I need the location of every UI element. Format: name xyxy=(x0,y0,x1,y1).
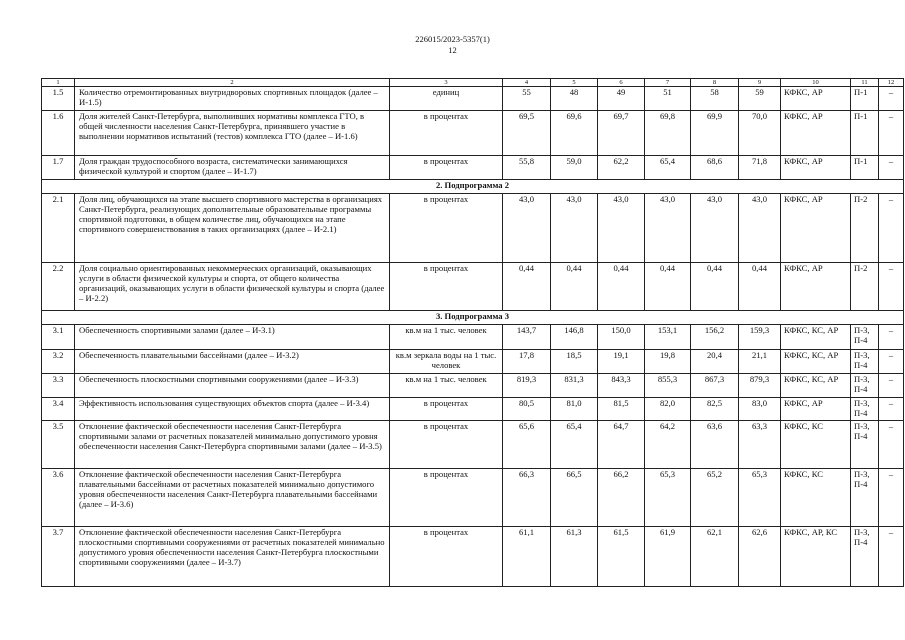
year-value: 146,8 xyxy=(551,325,598,350)
unit-of-measure: в процентах xyxy=(390,398,503,421)
year-value: 81,5 xyxy=(598,398,645,421)
year-value: 48 xyxy=(551,87,598,111)
year-value: 18,5 xyxy=(551,350,598,374)
year-value: 65,2 xyxy=(691,469,739,527)
column-number: 12 xyxy=(879,79,904,87)
unit-of-measure: в процентах xyxy=(390,111,503,156)
year-value: 51 xyxy=(645,87,691,111)
year-value: 61,5 xyxy=(598,527,645,587)
year-value: 65,3 xyxy=(645,469,691,527)
indicator-description: Обеспеченность плавательными бассейнами (далее – И-3.2) xyxy=(75,350,390,374)
subprogram-heading-row xyxy=(42,311,904,325)
year-value: 69,5 xyxy=(503,111,551,156)
year-value: 58 xyxy=(691,87,739,111)
year-value: 65,4 xyxy=(645,156,691,180)
year-value: 64,7 xyxy=(598,421,645,469)
subprogram-heading: 3. Подпрограмма 3 xyxy=(42,311,904,325)
table-row xyxy=(42,87,904,111)
subprogram-code: П-3, П-4 xyxy=(851,527,879,587)
unit-of-measure: в процентах xyxy=(390,156,503,180)
subprogram-heading-row xyxy=(42,180,904,194)
indicator-description: Отклонение фактической обеспеченности населения Санкт-Петербурга плавательными бассейнами от расчетных показателей минимально допустимого уровня обеспеченности населения Санкт-Петербурга плавательными бассейнами (далее – И-3.6) xyxy=(75,469,390,527)
column-number: 4 xyxy=(503,79,551,87)
indicator-number: 3.3 xyxy=(42,374,75,398)
year-value: 82,5 xyxy=(691,398,739,421)
year-value: 0,44 xyxy=(739,263,781,311)
indicator-number: 1.7 xyxy=(42,156,75,180)
table-row xyxy=(42,398,904,421)
year-value: 62,2 xyxy=(598,156,645,180)
year-value: 156,2 xyxy=(691,325,739,350)
year-value: 61,1 xyxy=(503,527,551,587)
year-value: 66,2 xyxy=(598,469,645,527)
year-value: 69,7 xyxy=(598,111,645,156)
extra-mark: – xyxy=(879,156,904,180)
table-row xyxy=(42,527,904,587)
unit-of-measure: в процентах xyxy=(390,194,503,263)
year-value: 43,0 xyxy=(691,194,739,263)
responsible-executor: КФКС, КС, АР xyxy=(781,325,851,350)
extra-mark: – xyxy=(879,527,904,587)
year-value: 62,1 xyxy=(691,527,739,587)
column-number: 9 xyxy=(739,79,781,87)
responsible-executor: КФКС, АР, КС xyxy=(781,527,851,587)
indicators-table xyxy=(41,78,904,587)
year-value: 68,6 xyxy=(691,156,739,180)
extra-mark: – xyxy=(879,263,904,311)
year-value: 63,6 xyxy=(691,421,739,469)
unit-of-measure: единиц xyxy=(390,87,503,111)
column-number: 8 xyxy=(691,79,739,87)
year-value: 843,3 xyxy=(598,374,645,398)
column-number: 7 xyxy=(645,79,691,87)
indicator-description: Количество отремонтированных внутридворовых спортивных площадок (далее – И-1.5) xyxy=(75,87,390,111)
column-number: 5 xyxy=(551,79,598,87)
year-value: 62,6 xyxy=(739,527,781,587)
subprogram-code: П-3, П-4 xyxy=(851,325,879,350)
year-value: 80,5 xyxy=(503,398,551,421)
year-value: 59 xyxy=(739,87,781,111)
indicator-number: 2.1 xyxy=(42,194,75,263)
year-value: 855,3 xyxy=(645,374,691,398)
indicator-number: 3.2 xyxy=(42,350,75,374)
table-row xyxy=(42,194,904,263)
extra-mark: – xyxy=(879,374,904,398)
year-value: 150,0 xyxy=(598,325,645,350)
unit-of-measure: в процентах xyxy=(390,421,503,469)
year-value: 43,0 xyxy=(645,194,691,263)
year-value: 43,0 xyxy=(503,194,551,263)
year-value: 49 xyxy=(598,87,645,111)
subprogram-heading: 2. Подпрограмма 2 xyxy=(42,180,904,194)
year-value: 65,6 xyxy=(503,421,551,469)
indicator-description: Отклонение фактической обеспеченности населения Санкт-Петербурга плоскостными спортивными сооружениями от расчетных показателей минимально допустимого уровня обеспеченности населения Санкт-Петербурга плоскостными спортивными сооружениями (далее – И-3.7) xyxy=(75,527,390,587)
table-row xyxy=(42,111,904,156)
year-value: 43,0 xyxy=(739,194,781,263)
unit-of-measure: в процентах xyxy=(390,263,503,311)
indicator-description: Доля граждан трудоспособного возраста, систематически занимающихся физической культурой и спортом (далее – И-1.7) xyxy=(75,156,390,180)
year-value: 63,3 xyxy=(739,421,781,469)
unit-of-measure: в процентах xyxy=(390,469,503,527)
year-value: 69,6 xyxy=(551,111,598,156)
year-value: 59,0 xyxy=(551,156,598,180)
year-value: 19,1 xyxy=(598,350,645,374)
indicator-description: Доля лиц, обучающихся на этапе высшего спортивного мастерства в организациях Санкт-Петербурга, реализующих дополнительные образовательные программы спортивной подготовки, в общем количестве лиц, обучающихся на этапе спортивного совершенствования в таких организациях (далее – И-2.1) xyxy=(75,194,390,263)
responsible-executor: КФКС, АР xyxy=(781,111,851,156)
table-row xyxy=(42,325,904,350)
responsible-executor: КФКС, КС xyxy=(781,421,851,469)
year-value: 83,0 xyxy=(739,398,781,421)
year-value: 879,3 xyxy=(739,374,781,398)
subprogram-code: П-1 xyxy=(851,87,879,111)
year-value: 143,7 xyxy=(503,325,551,350)
extra-mark: – xyxy=(879,87,904,111)
year-value: 43,0 xyxy=(551,194,598,263)
year-value: 819,3 xyxy=(503,374,551,398)
table-row xyxy=(42,263,904,311)
column-number: 11 xyxy=(851,79,879,87)
subprogram-code: П-3, П-4 xyxy=(851,398,879,421)
indicator-description: Доля жителей Санкт-Петербурга, выполнивших нормативы комплекса ГТО, в общей численности населения Санкт-Петербурга, принявшего участие в выполнении нормативов испытаний (тестов) комплекса ГТО (далее – И-1.6) xyxy=(75,111,390,156)
year-value: 61,9 xyxy=(645,527,691,587)
table-row xyxy=(42,374,904,398)
table-row xyxy=(42,421,904,469)
year-value: 81,0 xyxy=(551,398,598,421)
subprogram-code: П-3, П-4 xyxy=(851,469,879,527)
table-row xyxy=(42,350,904,374)
year-value: 82,0 xyxy=(645,398,691,421)
column-number: 3 xyxy=(390,79,503,87)
extra-mark: – xyxy=(879,111,904,156)
indicator-description: Отклонение фактической обеспеченности населения Санкт-Петербурга спортивными залами от расчетных показателей минимально допустимого уровня обеспеченности населения Санкт-Петербурга спортивными залами (далее – И-3.5) xyxy=(75,421,390,469)
indicator-number: 2.2 xyxy=(42,263,75,311)
year-value: 71,8 xyxy=(739,156,781,180)
responsible-executor: КФКС, КС, АР xyxy=(781,350,851,374)
year-value: 21,1 xyxy=(739,350,781,374)
indicator-description: Доля социально ориентированных некоммерческих организаций, оказывающих услуги в области физической культуры и спорта, от общего количества организаций, оказывающих услуги в области физической культуры и спорта (далее – И-2.2) xyxy=(75,263,390,311)
year-value: 867,3 xyxy=(691,374,739,398)
page-header xyxy=(0,34,905,56)
extra-mark: – xyxy=(879,398,904,421)
year-value: 61,3 xyxy=(551,527,598,587)
table-row xyxy=(42,156,904,180)
extra-mark: – xyxy=(879,469,904,527)
indicator-number: 3.6 xyxy=(42,469,75,527)
year-value: 69,9 xyxy=(691,111,739,156)
extra-mark: – xyxy=(879,325,904,350)
year-value: 0,44 xyxy=(551,263,598,311)
year-value: 0,44 xyxy=(645,263,691,311)
year-value: 0,44 xyxy=(691,263,739,311)
subprogram-code: П-1 xyxy=(851,111,879,156)
year-value: 19,8 xyxy=(645,350,691,374)
subprogram-code: П-3, П-4 xyxy=(851,350,879,374)
year-value: 831,3 xyxy=(551,374,598,398)
extra-mark: – xyxy=(879,194,904,263)
subprogram-code: П-2 xyxy=(851,194,879,263)
subprogram-code: П-3, П-4 xyxy=(851,374,879,398)
responsible-executor: КФКС, КС, АР xyxy=(781,374,851,398)
indicator-number: 3.7 xyxy=(42,527,75,587)
year-value: 65,3 xyxy=(739,469,781,527)
unit-of-measure: кв.м на 1 тыс. человек xyxy=(390,374,503,398)
year-value: 69,8 xyxy=(645,111,691,156)
indicator-description: Обеспеченность плоскостными спортивными сооружениями (далее – И-3.3) xyxy=(75,374,390,398)
indicator-number: 1.5 xyxy=(42,87,75,111)
year-value: 64,2 xyxy=(645,421,691,469)
year-value: 55,8 xyxy=(503,156,551,180)
responsible-executor: КФКС, АР xyxy=(781,398,851,421)
document-number: 226015/2023-5357(1) xyxy=(415,34,490,44)
indicator-number: 3.5 xyxy=(42,421,75,469)
indicator-number: 3.1 xyxy=(42,325,75,350)
indicator-number: 3.4 xyxy=(42,398,75,421)
column-number: 2 xyxy=(75,79,390,87)
indicator-number: 1.6 xyxy=(42,111,75,156)
year-value: 0,44 xyxy=(503,263,551,311)
column-number: 6 xyxy=(598,79,645,87)
indicator-description: Эффективность использования существующих объектов спорта (далее – И-3.4) xyxy=(75,398,390,421)
year-value: 20,4 xyxy=(691,350,739,374)
subprogram-code: П-1 xyxy=(851,156,879,180)
responsible-executor: КФКС, АР xyxy=(781,263,851,311)
column-number: 1 xyxy=(42,79,75,87)
year-value: 55 xyxy=(503,87,551,111)
unit-of-measure: кв.м зеркала воды на 1 тыс. человек xyxy=(390,350,503,374)
unit-of-measure: в процентах xyxy=(390,527,503,587)
responsible-executor: КФКС, АР xyxy=(781,156,851,180)
year-value: 153,1 xyxy=(645,325,691,350)
year-value: 159,3 xyxy=(739,325,781,350)
year-value: 43,0 xyxy=(598,194,645,263)
extra-mark: – xyxy=(879,421,904,469)
responsible-executor: КФКС, АР xyxy=(781,194,851,263)
table-row xyxy=(42,469,904,527)
year-value: 66,5 xyxy=(551,469,598,527)
responsible-executor: КФКС, КС xyxy=(781,469,851,527)
year-value: 65,4 xyxy=(551,421,598,469)
indicator-description: Обеспеченность спортивными залами (далее – И-3.1) xyxy=(75,325,390,350)
year-value: 0,44 xyxy=(598,263,645,311)
page-number: 12 xyxy=(448,45,457,55)
column-number: 10 xyxy=(781,79,851,87)
year-value: 17,8 xyxy=(503,350,551,374)
column-number-row xyxy=(42,79,904,87)
year-value: 70,0 xyxy=(739,111,781,156)
year-value: 66,3 xyxy=(503,469,551,527)
responsible-executor: КФКС, АР xyxy=(781,87,851,111)
extra-mark: – xyxy=(879,350,904,374)
unit-of-measure: кв.м на 1 тыс. человек xyxy=(390,325,503,350)
subprogram-code: П-2 xyxy=(851,263,879,311)
subprogram-code: П-3, П-4 xyxy=(851,421,879,469)
